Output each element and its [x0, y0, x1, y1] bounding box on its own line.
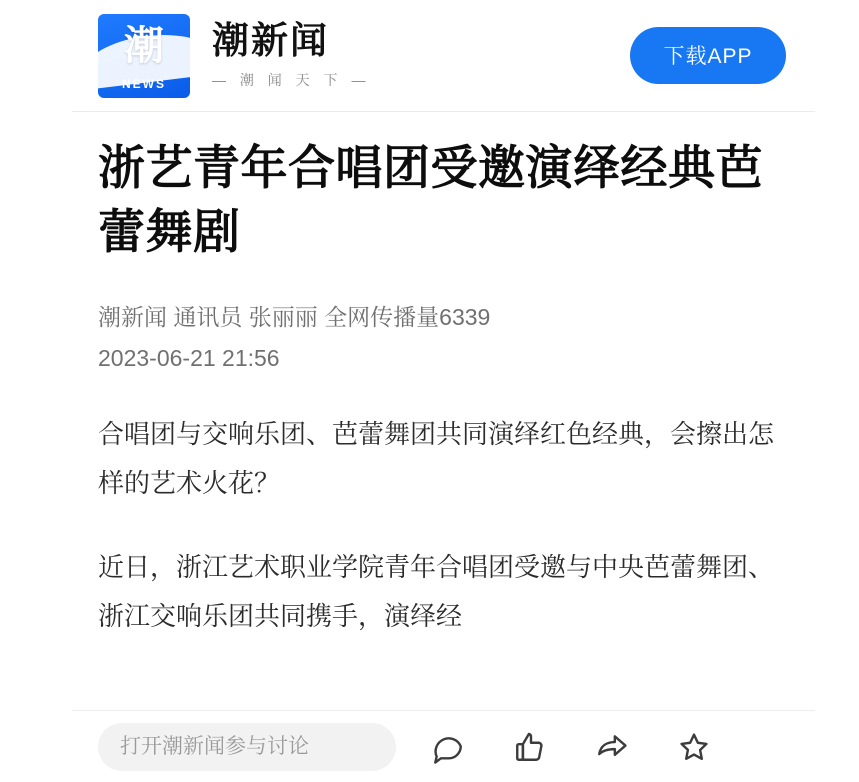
share-icon[interactable]: [592, 727, 632, 767]
brand-title: 潮新闻: [212, 18, 329, 62]
article-paragraph: 近日，浙江艺术职业学院青年合唱团受邀与中央芭蕾舞团、浙江交响乐团共同携手，演绎经: [98, 552, 775, 631]
site-header: [72, 0, 815, 112]
download-app-button[interactable]: 下载APP: [630, 27, 786, 84]
chao-news-logo[interactable]: [98, 14, 190, 98]
article-timestamp: 2023-06-21 21:56: [98, 345, 280, 371]
brand-block: [212, 18, 472, 90]
thumbs-up-icon[interactable]: [510, 727, 550, 767]
page-title: 浙艺青年合唱团受邀演绎经典芭蕾舞剧: [98, 141, 763, 258]
logo-character: 潮: [124, 22, 164, 69]
comment-icon[interactable]: [428, 727, 468, 767]
star-icon[interactable]: [674, 727, 714, 767]
page-gutter-right: [815, 0, 859, 782]
bottom-action-bar: [72, 710, 815, 782]
brand-subtitle: — 潮 闻 天 下 —: [212, 72, 371, 88]
article-paragraph: 合唱团与交响乐团、芭蕾舞团共同演绎红色经典，会擦出怎样的艺术火花？: [98, 419, 775, 498]
page-gutter-left: [0, 0, 72, 782]
comment-input[interactable]: 打开潮新闻参与讨论: [98, 723, 396, 771]
action-icon-group: [428, 727, 714, 767]
logo-wordmark: NEWS: [122, 77, 166, 91]
article-byline: 潮新闻 通讯员 张丽丽 全网传播量6339: [98, 304, 491, 330]
article-body: [72, 112, 815, 782]
